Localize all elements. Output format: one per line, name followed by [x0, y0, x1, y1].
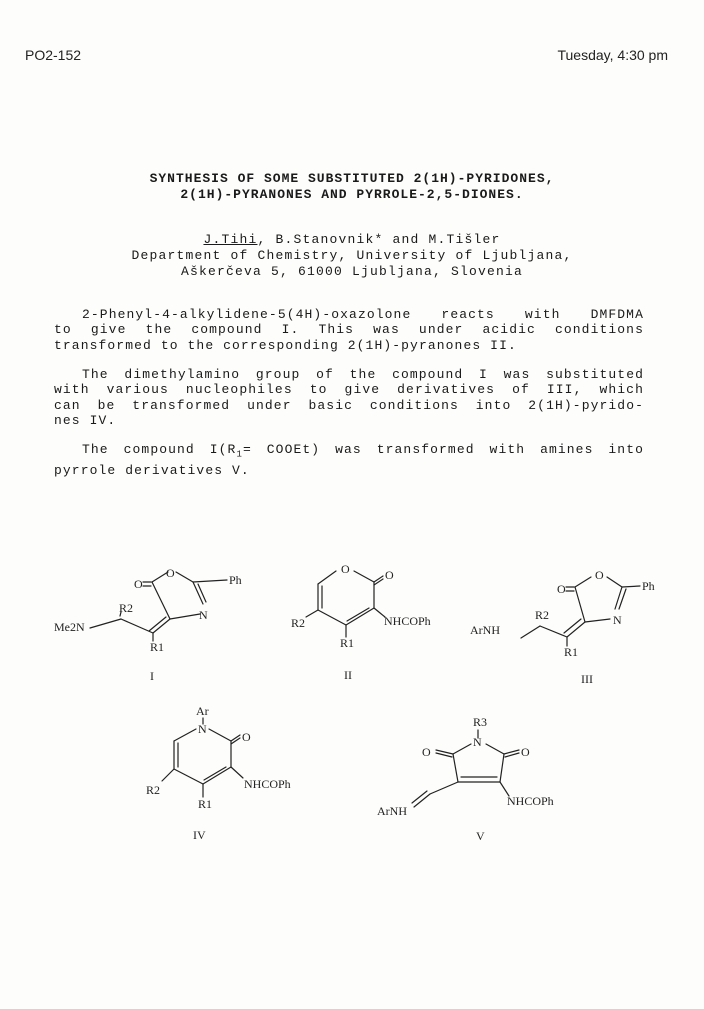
atom-label: O	[595, 568, 604, 582]
session-time: Tuesday, 4:30 pm	[557, 47, 668, 63]
substituent-label: R2	[119, 601, 134, 615]
atom-label: O	[385, 568, 394, 582]
substituent-label: ArNH	[470, 623, 500, 637]
title-line-1: SYNTHESIS OF SOME SUBSTITUTED 2(1H)-PYRIDONES,	[149, 171, 555, 186]
text-line: transformed to the corresponding 2(1H)-pyranones II.	[54, 337, 517, 353]
atom-label: O	[134, 577, 143, 591]
text-line: can be transformed under basic conditions into 2(1H)-pyrido-	[54, 397, 644, 413]
atom-label: O	[242, 730, 251, 744]
subscript: 1	[236, 449, 243, 460]
substituent-label: R2	[535, 608, 550, 622]
text-segment: The compound I(R	[82, 442, 237, 457]
substituent-label: R1	[564, 645, 579, 659]
atom-label: O	[166, 566, 175, 580]
atom-label: O	[521, 745, 530, 759]
compound-label: III	[581, 672, 593, 686]
title-line-2: 2(1H)-PYRANONES AND PYRROLE-2,5-DIONES.	[180, 187, 524, 202]
substituent-label: R1	[198, 797, 213, 811]
first-author: J.Tihi	[203, 232, 258, 247]
text-line: The dimethylamino group of the compound I was substituted	[82, 367, 644, 382]
atom-label: N	[613, 613, 622, 627]
substituent-label: R2	[291, 616, 306, 630]
atom-label: O	[341, 562, 350, 576]
atom-label: N	[199, 608, 208, 622]
substituent-label: R1	[150, 640, 165, 654]
compound-label: I	[150, 669, 154, 683]
text-line: to give the compound I. This was under acidic conditions	[54, 322, 644, 338]
atom-label: Ph	[642, 579, 655, 593]
poster-code: PO2-152	[25, 47, 82, 63]
substituent-label: ArNH	[377, 804, 407, 818]
text-line: with various nucleophiles to give derivatives of III, which	[54, 382, 644, 398]
substituent-label: R2	[146, 783, 161, 797]
atom-label: N	[198, 722, 207, 736]
compound-label: V	[476, 829, 485, 843]
text-line: nes IV.	[54, 413, 117, 429]
compound-label: II	[344, 668, 352, 682]
atom-label: O	[557, 582, 566, 596]
substituent-label: NHCOPh	[384, 614, 431, 628]
substituent-label: NHCOPh	[507, 794, 554, 808]
affiliation-line-1: Department of Chemistry, University of Ljubljana,	[131, 248, 573, 263]
structure-V-bonds	[412, 730, 519, 807]
substituent-label: Me2N	[54, 620, 85, 634]
affiliation-line-2: Aškerčeva 5, 61000 Ljubljana, Slovenia	[180, 264, 524, 279]
structure-I-bonds	[90, 572, 227, 641]
substituent-label: Ar	[196, 704, 209, 718]
atom-label: Ph	[229, 573, 242, 587]
other-authors: , B.Stanovnik* and M.Tišler	[257, 232, 501, 247]
atom-label: N	[473, 735, 482, 749]
substituent-label: NHCOPh	[244, 777, 291, 791]
atom-label: O	[422, 745, 431, 759]
substituent-label: R3	[473, 715, 488, 729]
text-line: 2-Phenyl-4-alkylidene-5(4H)-oxazolone reacts with DMFDMA	[82, 307, 644, 322]
text-segment: = COOEt) was transformed with amines into	[242, 442, 645, 457]
structure-II-bonds	[306, 571, 385, 637]
text-line: pyrrole derivatives V.	[54, 463, 250, 478]
compound-label: IV	[193, 828, 206, 842]
substituent-label: R1	[340, 636, 355, 650]
